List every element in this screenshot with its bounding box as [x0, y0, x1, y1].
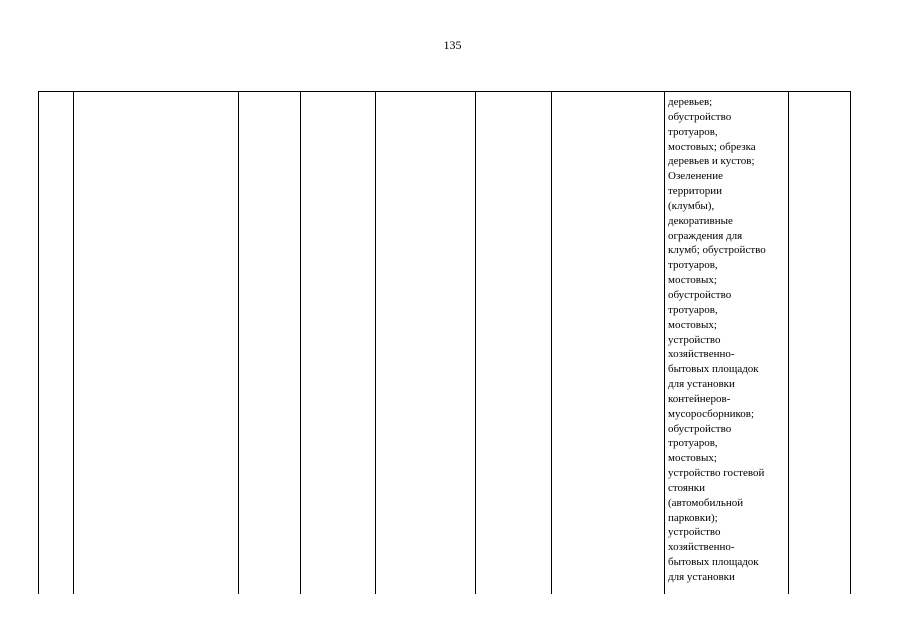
cell-text-line: бытовых площадок	[668, 363, 759, 376]
cell-text-line: устройство гостевой	[668, 467, 765, 480]
cell-text-line: тротуаров,	[668, 125, 718, 138]
cell-text-line: деревьев;	[668, 96, 713, 108]
cell-text-line: обустройство	[668, 110, 732, 123]
cell-text-line: клумб; обустройство	[668, 244, 766, 257]
cell-text-line: тротуаров,	[668, 303, 718, 316]
cell-text-line: тротуаров,	[668, 437, 718, 450]
cell-text-line: контейнеров-	[668, 392, 731, 405]
cell-text-line: мостовых;	[668, 452, 717, 465]
data-table	[38, 91, 851, 594]
cell-text-line: парковки);	[668, 511, 718, 524]
table-cell-col-6	[476, 92, 552, 595]
table-cell-col-2	[74, 92, 239, 595]
cell-text-line: для установки	[668, 378, 735, 391]
cell-text-line: стоянки	[668, 481, 706, 494]
cell-text-line: мостовых;	[668, 318, 717, 331]
table-cell-col-1	[39, 92, 74, 595]
cell-text-line: обустройство	[668, 422, 732, 435]
cell-text-line: Озеленение	[668, 170, 723, 183]
cell-text-line: ограждения для	[668, 229, 743, 242]
cell-text-line: мостовых; обрезка	[668, 140, 756, 153]
cell-text-line: бытовых площадок	[668, 556, 759, 569]
table-cell-col-9	[789, 92, 851, 595]
cell-text-line: для установки	[668, 571, 735, 583]
table-cell-col-7	[552, 92, 665, 595]
table-row	[39, 92, 851, 595]
table-cell-works-description	[665, 92, 789, 595]
cell-text-line: устройство	[668, 333, 721, 346]
cell-text-line: устройство	[668, 526, 721, 539]
cell-text-line: обустройство	[668, 288, 732, 301]
page-number: 135	[443, 38, 462, 52]
cell-text-line: мусоросборников;	[668, 407, 755, 420]
cell-text-line: хозяйственно-	[668, 348, 735, 361]
cell-text-line: тротуаров,	[668, 259, 718, 272]
cell-text-line: деревьев и кустов;	[668, 155, 755, 168]
table-cell-col-5	[376, 92, 476, 595]
table-cell-col-3	[239, 92, 301, 595]
cell-text-line: декоративные	[668, 214, 733, 227]
cell-text-line: хозяйственно-	[668, 541, 735, 554]
cell-text-line: (клумбы),	[668, 199, 715, 212]
table-cell-col-4	[301, 92, 376, 595]
cell-text-line: мостовых;	[668, 274, 717, 287]
cell-text-line: территории	[668, 185, 723, 198]
cell-text-line: (автомобильной	[668, 496, 744, 509]
